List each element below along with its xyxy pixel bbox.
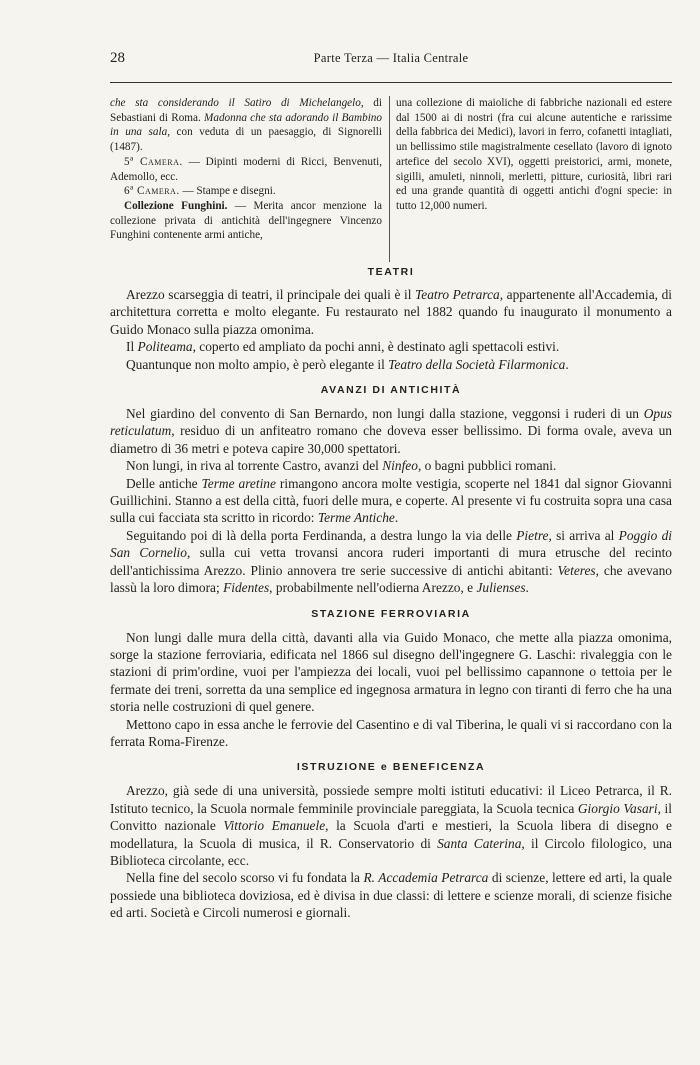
right-paragraph: una collezione di maioliche di fabbriche nazionali ed estere dal 1500 ai di nostri (fra cui alcune autentiche e rarissime della fabbrica dei Medici), lavori in ferro, cofanetti intagliati, un bellissimo stile magistralmente cesellato (lavoro di ignoto artefice del secolo XVI), oggetti preistorici, armi, monete, sigilli, amuleti, ninnoli, merletti, pitture, curiosità, libri rari ed una grande quantità di oggetti antichi d'ogni specie: in tutto 12,000 numeri. (396, 97, 672, 212)
running-title: Parte Terza — Italia Centrale (313, 51, 469, 65)
istruzione-paragraph-1: Arezzo, già sede di una università, possiede sempre molti istituti educativi: il Liceo Petrarca, il R. Istituto tecnico, la Scuola normale femminile provinciale pareggiata, la Scuola tecnica Giorgio Vasari, il Convitto nazionale Vittorio Emanuele, la Scuola d'arti e mestieri, la Scuola libera di disegno e modellatura, la Scuola di musica, il R. Conservatorio di Santa Caterina, il Circolo filologico, una Biblioteca circolante, ecc. (110, 783, 672, 868)
right-column (396, 96, 672, 214)
teatri-paragraph-3: Quantunque non molto ampio, è però elegante il Teatro della Società Filarmonica. (126, 356, 569, 372)
antichita-paragraph-2: Non lungi, in riva al torrente Castro, avanzi del Ninfeo, o bagni pubblici romani. (126, 458, 557, 474)
left-paragraph-1: che sta considerando il Satiro di Michelangelo, di Sebastiani di Roma. Madonna che sta adorando il Bambino in una sala, con veduta di un paesaggio, di Signorelli (1487). (110, 97, 382, 154)
antichita-paragraph-1: Nel giardino del convento di San Bernardo, non lungi dalla stazione, veggonsi i ruderi di un Opus reticulatum, residuo di un anfiteatro romano che doveva esser bellissimo. Di forma ovale, aveva un diametro di 36 metri e poteva capire 30,000 spettatori. (110, 406, 672, 456)
page-number: 28 (110, 50, 125, 66)
heading-antichita: AVANZI DI ANTICHITÀ (320, 384, 462, 397)
heading-stazione: STAZIONE FERROVIARIA (311, 607, 471, 620)
section-teatri (110, 262, 672, 373)
column-divider (389, 96, 390, 262)
collection-paragraph: Collezione Funghini. — Merita ancor menzione la collezione privata di antichità dell'ingegnere Vincenzo Funghini contenente armi antiche, (110, 199, 382, 242)
room5-paragraph: 5ª Camera. — Dipinti moderni di Ricci, Benvenuti, Ademollo, ecc. (110, 155, 382, 183)
heading-teatri: TEATRI (367, 266, 415, 278)
section-antichita (110, 373, 672, 596)
room6-paragraph: 6ª Camera. — Stampe e disegni. (124, 185, 276, 198)
stazione-paragraph-1: Non lungi dalle mura della città, davanti alla via Guido Monaco, che mette alla piazza omonima, sorge la stazione ferroviaria, edificata nel 1866 sul disegno dell'ingegnere G. Laschi: rivaleggia con le stazioni di prim'ordine, vuoi per l'ampiezza dei locali, vuoi pel bellissimo capannone o tettoia per le fermate dei treni, sorretta da una semplice ed ingegnosa armatura in legno con tiranti di ferro che ha una storia nelle costruzioni di quel genere. (110, 629, 672, 715)
header-rule (110, 82, 672, 83)
antichita-paragraph-3: Delle antiche Terme aretine rimangono ancora molte vestigia, scoperte nel 1841 dal signor Giovanni Guillichini. Stanno a est della città, fuori delle mura, e coperte. Al presente vi fu costruita sopra una casa sulla cui facciata sta scritto in ricordo: Terme Antiche. (110, 475, 673, 526)
left-column (110, 96, 382, 243)
heading-istruzione: ISTRUZIONE e BENEFICENZA (296, 761, 486, 774)
main-text (110, 262, 672, 922)
teatri-paragraph-2: Il Politeama, coperto ed ampliato da pochi anni, è destinato agli spettacoli estivi. (126, 339, 560, 355)
stazione-paragraph-2: Mettono capo in essa anche le ferrovie del Casentino e di val Tiberina, le quali vi si raccordano con la ferrata Roma-Firenze. (110, 716, 672, 749)
istruzione-paragraph-2: Nella fine del secolo scorso vi fu fondata la R. Accademia Petrarca di scienze, lettere ed arti, la quale possiede una biblioteca doviziosa, ed è divisa in due classi: di lettere e scienze morali, di scienze fisiche ed arti. Società e Circoli numerosi e giornali. (110, 870, 672, 921)
teatri-paragraph-1: Arezzo scarseggia di teatri, il principale dei quali è il Teatro Petrarca, appartenente all'Accademia, di architettura corretta e molto elegante. Fu restaurato nel 1882 quando fu inaugurato il monumento a Guido Monaco sulla piazza omonima. (110, 287, 672, 337)
antichita-paragraph-4: Seguitando poi di là della porta Ferdinanda, a destra lungo la via delle Pietre, si arriva al Poggio di San Cornelio, sulla cui vetta trovansi ancora ruderi importanti di mura etrusche del recinto dell'antichissima Arezzo. Plinio annovera tre serie successive di antichi abitanti: Veteres, che avevano lassù la loro dimora; Fidentes, probabilmente nell'odierna Arezzo, e Julienses. (110, 527, 672, 596)
section-stazione (110, 597, 672, 751)
section-istruzione (110, 750, 672, 921)
two-column-section (110, 96, 672, 262)
page-header (110, 50, 672, 74)
